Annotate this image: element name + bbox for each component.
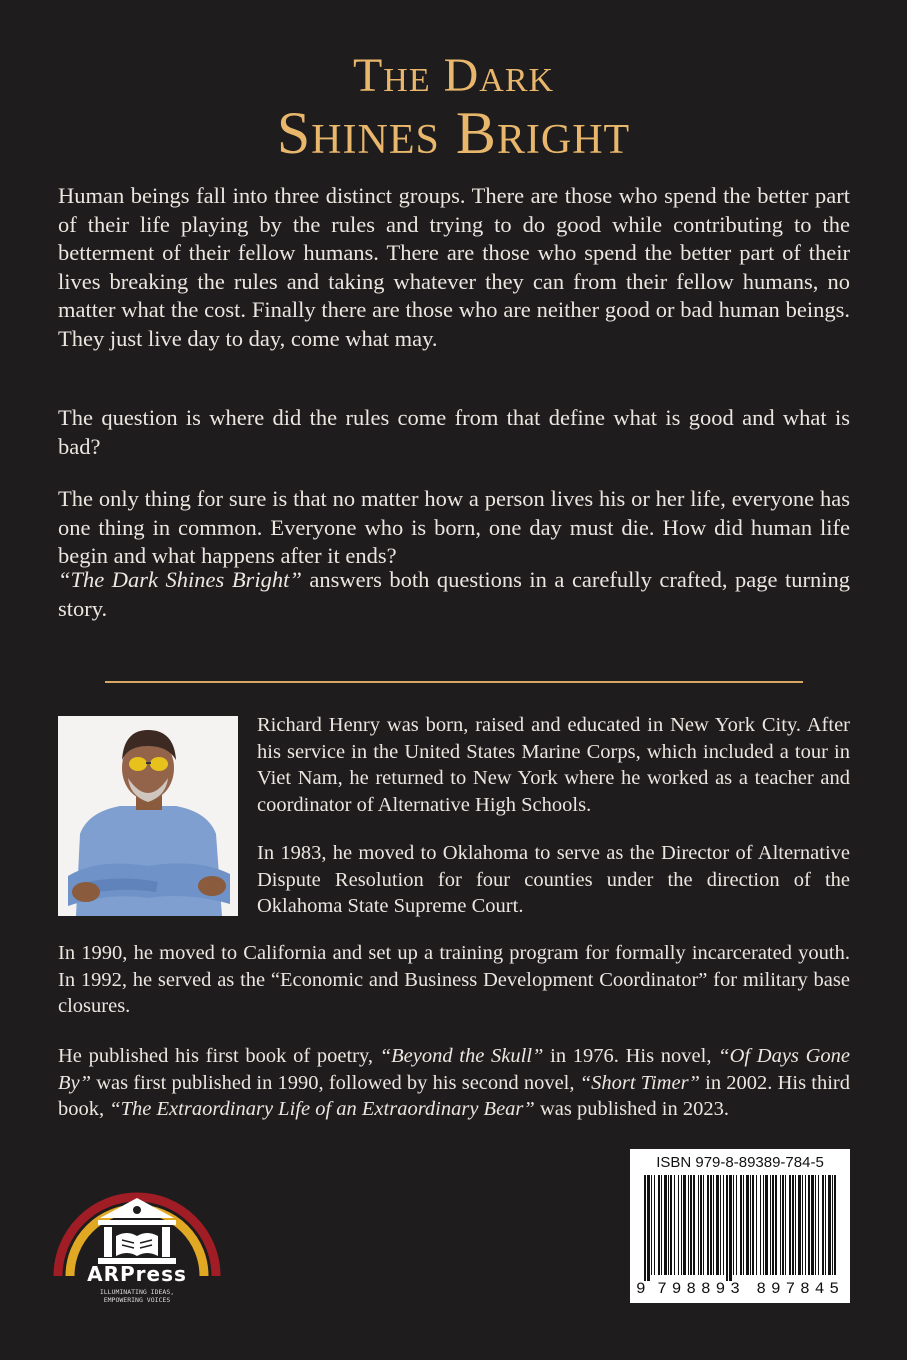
barcode-bar [743,1175,744,1275]
barcode-bar [765,1175,768,1275]
publisher-tagline-line2: EMPOWERING VOICES [103,1296,171,1304]
blurb-paragraph-4 [58,566,850,623]
book-title-beyond-the-skull: “Beyond the Skull” [379,1045,544,1067]
barcode-bar [683,1175,686,1275]
blurb-paragraph-1: Human beings fall into three distinct groups. There are those who spend the better part of their life playing by the rules and trying to do good while contributing to the betterment of their fellow humans. There are those who spend the better part of their lives breaking the rules and taking whatever they can from their fellow humans, no matter what the cost. Finally there are those who are neither good or bad human beings. They just live day to day, come what may. [58,183,850,351]
bio-paragraph-1: Richard Henry was born, raised and educated in New York City. After his service in the United States Marine Corps, which included a tour in Viet Nam, he returned to New York where he worked as a teacher and coordinator of Alternative High Schools. [257,714,850,816]
barcode-bar [720,1175,721,1275]
barcode-bar [654,1175,655,1275]
bio-text-e: was published in 2023. [534,1098,729,1120]
barcode-bar [763,1175,764,1275]
barcode-bar [772,1175,774,1275]
barcode-bar [661,1175,662,1275]
barcode-bar [775,1175,777,1275]
bio-text-a: He published his first book of poetry, [58,1045,380,1067]
barcode-bar [658,1175,660,1275]
barcode-bar [723,1175,724,1275]
barcode-bar [770,1175,771,1275]
barcode-bar [674,1175,675,1275]
barcode-bars [638,1175,842,1281]
barcode-digits-group2: 897845 [756,1280,844,1298]
book-title-line2: Shines Bright [276,100,631,166]
barcode-bar [760,1175,761,1275]
barcode-bar [698,1175,699,1275]
barcode-bar [726,1175,728,1281]
isbn-barcode [630,1149,850,1303]
barcode-bar [693,1175,695,1275]
publisher-name: ARPress [87,1262,187,1286]
barcode-bar [710,1175,712,1275]
book-title-extraordinary-bear: “The Extraordinary Life of an Extraordinary Bear” [109,1098,535,1120]
bio-paragraph-2: In 1983, he moved to Oklahoma to serve as the Director of Alternative Dispute Resolution for four counties under the direction of the Oklahoma State Supreme Court. [257,842,850,917]
book-title-of-days-gone-by: “Of Days Gone By” [58,1045,851,1094]
isbn-label: ISBN 979-8-89389-784-5 [656,1154,824,1171]
barcode-bar [729,1175,732,1281]
barcode-bar [802,1175,803,1275]
publisher-logo [52,1168,222,1308]
barcode-bar [688,1175,689,1275]
barcode-bar [664,1175,667,1275]
barcode-bar [703,1175,704,1275]
book-title-quote: “The Dark Shines Bright” [58,567,302,592]
barcode-bar [750,1175,751,1275]
barcode-bar [736,1175,737,1275]
barcode-bar [832,1175,833,1275]
book-title-line1: The Dark [352,49,555,102]
barcode-bar [795,1175,796,1275]
library-building-icon [98,1198,176,1264]
barcode-bar [752,1175,754,1275]
barcode-bar [805,1175,806,1275]
barcode-bar [811,1175,814,1275]
bio-paragraph-3: In 1990, he moved to California and set up a training program for formally incarcerated youth. In 1992, he served as the “Economic and Business Development Coordinator” for military base closures. [58,942,850,1017]
author-photo [58,716,238,916]
bio-text-c: was first published in 1990, followed by his second novel, [91,1071,580,1094]
blurb-paragraph-3: The only thing for sure is that no matter how a person lives his or her life, everyone has one thing in common. Everyone who is born, one day must die. How did human life begin and what happens after it ends? [58,486,850,568]
barcode-bar [825,1175,826,1275]
barcode-bar [828,1175,831,1275]
book-title-short-timer: “Short Timer” [579,1071,700,1094]
barcode-bar [834,1175,836,1275]
barcode-bar [681,1175,682,1275]
publisher-tagline [52,1288,222,1304]
barcode-bar [818,1175,819,1275]
barcode-bar [713,1175,714,1275]
section-divider [105,681,803,683]
bio-text-d: in 2002. His third book, [58,1071,850,1120]
barcode-bar [792,1175,794,1275]
barcode-bar [707,1175,709,1275]
barcode-bar [647,1175,650,1281]
barcode-bar [815,1175,816,1275]
barcode-bar [782,1175,784,1275]
publisher-tagline-line1: ILLUMINATING IDEAS, [99,1288,175,1296]
barcode-bar [668,1175,669,1275]
barcode-bar [700,1175,702,1275]
barcode-bar [644,1175,646,1281]
bio-text-b: in 1976. His novel, [543,1045,719,1067]
barcode-digits [636,1280,844,1298]
barcode-bar [678,1175,679,1275]
barcode-bar [780,1175,781,1275]
barcode-bar [670,1175,672,1275]
barcode-bar [756,1175,757,1275]
barcode-bar [733,1175,734,1275]
blurb-paragraph-4-text: answers both questions in a carefully crafted, page turning story. [58,567,850,621]
barcode-bar [716,1175,719,1275]
bio-paragraph-4 [58,1043,850,1123]
barcode-digit-lead: 9 [636,1280,646,1298]
barcode-bar [785,1175,786,1275]
barcode-digits-group1: 798893 [657,1280,745,1298]
blurb-paragraph-2: The question is where did the rules come from that define what is good and what is bad? [58,405,850,459]
barcode-bar [789,1175,791,1275]
barcode-bar [822,1175,824,1275]
barcode-bar [746,1175,749,1275]
barcode-bar [651,1175,652,1275]
author-portrait-illustration [58,716,238,916]
barcode-bar [808,1175,810,1275]
barcode-bar [690,1175,692,1275]
barcode-bar [798,1175,801,1275]
barcode-bar [740,1175,742,1275]
